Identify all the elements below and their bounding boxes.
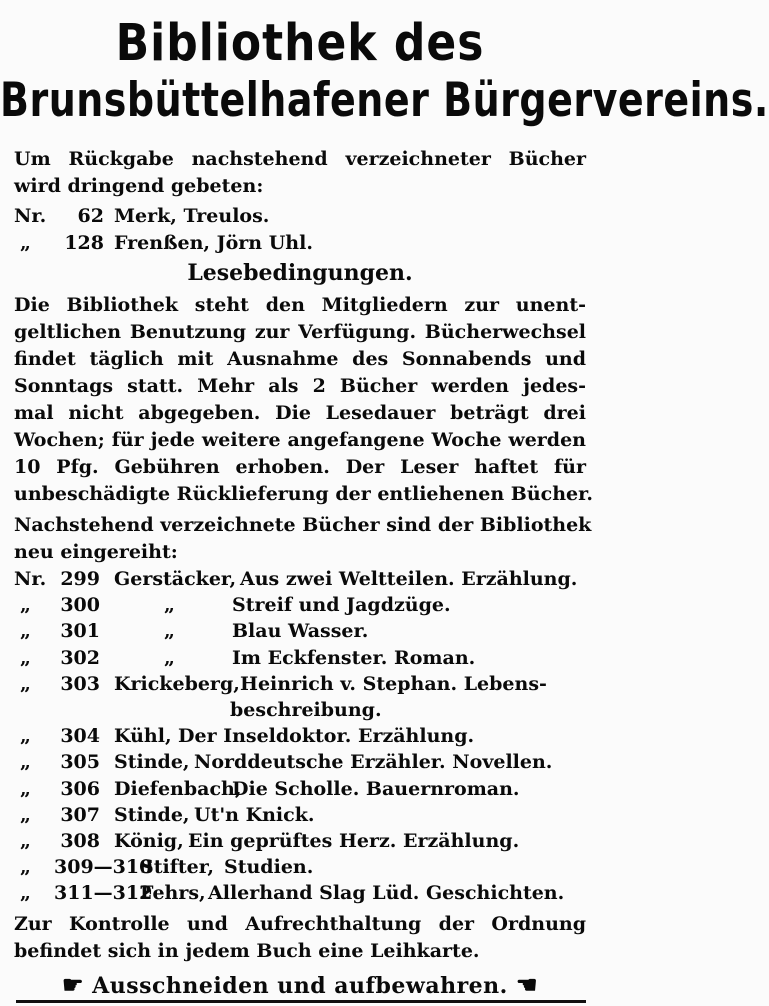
- new-book-author: „: [164, 594, 175, 617]
- conditions-line: mal nicht abgegeben. Die Lesedauer beträgt drei: [14, 402, 586, 424]
- new-books-intro-line-2: neu eingereiht:: [14, 541, 178, 563]
- closing-line-2: befindet sich in jedem Buch eine Leihkarte.: [14, 940, 480, 962]
- conditions-line: Sonntags statt. Mehr als 2 Bücher werden jedes-: [14, 375, 586, 397]
- return-item-number: 62: [77, 205, 104, 227]
- footer-instruction: [0, 970, 600, 999]
- new-book-author: Fehrs,: [140, 882, 206, 905]
- new-book-title: Der Inseldoktor. Erzählung.: [178, 725, 475, 748]
- new-book-mark: „: [20, 672, 31, 695]
- conditions-line: geltlichen Benutzung zur Verfügung. Bücherwechsel: [14, 321, 586, 343]
- new-book-title: Streif und Jagdzüge.: [232, 594, 451, 617]
- return-item-mark: „: [20, 232, 31, 254]
- footer-rule: [16, 1000, 586, 1003]
- new-book-title: Ut'n Knick.: [194, 803, 315, 826]
- return-item-text: Merk, Treulos.: [114, 205, 270, 227]
- new-book-title: Studien.: [224, 856, 314, 879]
- return-item-mark: Nr.: [14, 205, 47, 227]
- new-book-number: 309—310: [54, 856, 153, 879]
- new-book-title: Aus zwei Weltteilen. Erzählung.: [240, 568, 578, 590]
- new-book-mark: „: [20, 594, 31, 617]
- new-book-title: Im Eckfenster. Roman.: [232, 646, 476, 669]
- new-book-number: 308: [60, 830, 100, 852]
- pointing-hand-left-icon: ☚: [516, 970, 539, 999]
- new-book-mark: „: [20, 830, 31, 852]
- new-book-mark: „: [20, 777, 31, 800]
- conditions-heading: Lesebedingungen.: [187, 260, 413, 286]
- new-book-number: 299: [60, 568, 100, 590]
- new-book-number: 307: [60, 803, 100, 826]
- return-item-text: Frenßen, Jörn Uhl.: [114, 232, 313, 254]
- new-book-title: Blau Wasser.: [232, 620, 369, 643]
- new-book-number: 303: [60, 672, 100, 695]
- title-line-2: Brunsbüttelhafener Bürgervereins.: [0, 72, 769, 127]
- new-book-number: 301: [60, 620, 100, 643]
- new-book-number: 311—312: [54, 882, 153, 905]
- new-book-mark: Nr.: [14, 568, 47, 590]
- new-book-mark: „: [20, 803, 31, 826]
- new-book-mark: „: [20, 620, 31, 643]
- conditions-line: Wochen; für jede weitere angefangene Woche werden: [14, 429, 586, 451]
- new-book-mark: „: [20, 646, 31, 669]
- new-book-mark: „: [20, 882, 31, 905]
- conditions-line: findet täglich mit Ausnahme des Sonnabends und: [14, 348, 586, 370]
- new-book-number: 305: [60, 751, 100, 774]
- new-book-author: Krickeberg,: [114, 672, 240, 695]
- closing-line-1: Zur Kontrolle und Aufrechthaltung der Ordnung: [14, 913, 586, 935]
- new-book-author: „: [164, 646, 175, 669]
- return-item-number: 128: [64, 232, 104, 254]
- new-book-number: 302: [60, 646, 100, 669]
- new-book-title: beschreibung.: [230, 699, 382, 721]
- new-book-title: Die Scholle. Bauernroman.: [232, 777, 520, 800]
- new-book-title: Heinrich v. Stephan. Lebens-: [240, 672, 547, 695]
- new-book-number: 304: [60, 725, 100, 748]
- new-book-title: Ein geprüftes Herz. Erzählung.: [188, 830, 520, 852]
- title-line-1: Bibliothek des: [115, 14, 485, 73]
- new-book-author: Stinde,: [114, 803, 190, 826]
- new-book-author: König,: [114, 830, 184, 852]
- new-book-author: Stifter,: [140, 856, 214, 879]
- new-book-number: 300: [60, 594, 100, 617]
- conditions-line: 10 Pfg. Gebühren erhoben. Der Leser haftet für: [14, 456, 586, 478]
- new-book-author: Stinde,: [114, 751, 190, 774]
- new-book-title: Norddeutsche Erzähler. Novellen.: [194, 751, 553, 774]
- new-book-author: „: [164, 620, 175, 643]
- new-book-mark: „: [20, 856, 31, 879]
- new-book-mark: „: [20, 751, 31, 774]
- new-books-list: [14, 568, 586, 908]
- intro-line-2: wird dringend gebeten:: [14, 175, 264, 197]
- new-books-intro-line-1: Nachstehend verzeichnete Bücher sind der Bibliothek: [14, 514, 592, 536]
- new-book-author: Gerstäcker,: [114, 568, 237, 590]
- footer-text: Ausschneiden und aufbewahren.: [92, 973, 508, 999]
- conditions-line: Die Bibliothek steht den Mitgliedern zur unent-: [14, 294, 586, 316]
- conditions-line: unbeschädigte Rücklieferung der entliehenen Bücher.: [14, 483, 593, 505]
- new-book-author: Kühl,: [114, 725, 172, 748]
- pointing-hand-right-icon: ☛: [61, 970, 84, 999]
- new-book-mark: „: [20, 725, 31, 748]
- new-book-number: 306: [60, 777, 100, 800]
- intro-line-1: Um Rückgabe nachstehend verzeichneter Bücher: [14, 148, 586, 170]
- new-book-title: Allerhand Slag Lüd. Geschichten.: [208, 882, 565, 905]
- new-book-author: Diefenbach,: [114, 777, 242, 800]
